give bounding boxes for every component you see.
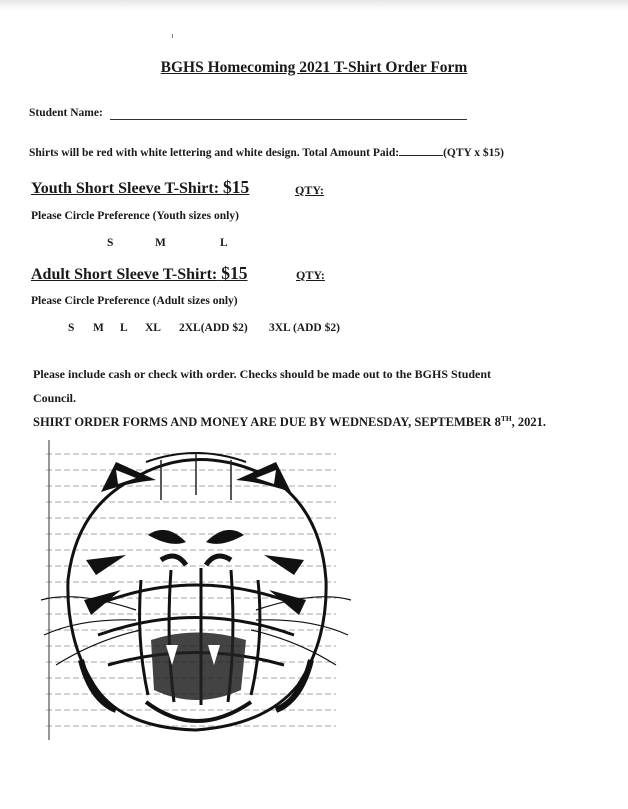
scan-speck [172,34,173,38]
form-title: BGHS Homecoming 2021 T-Shirt Order Form [160,59,468,76]
tiger-mascot-icon [36,440,354,745]
adult-size-m[interactable]: M [93,322,104,334]
youth-heading-text: Youth Short Sleeve T-Shirt: [31,180,220,197]
adult-size-l[interactable]: L [120,322,128,334]
adult-price: $15 [221,263,248,283]
qty-formula: (QTY x $15) [443,147,504,159]
shirt-description-text: Shirts will be red with white lettering and white design. Total Amount Paid: [29,147,400,159]
adult-heading [31,263,248,284]
due-date-notice [33,414,546,430]
youth-price: $15 [223,177,250,197]
adult-size-2xl[interactable]: 2XL(ADD $2) [179,322,248,334]
youth-qty-label: QTY: [295,183,324,197]
adult-size-s[interactable]: S [68,322,75,334]
shirt-description [29,145,504,159]
youth-preference: Please Circle Preference (Youth sizes only) [31,210,239,222]
due-text-end: , 2021. [511,415,547,430]
youth-heading [31,177,249,198]
due-text-superscript: TH [500,414,512,423]
youth-size-m[interactable]: M [155,237,166,249]
adult-size-xl[interactable]: XL [145,322,161,334]
payment-instructions-line2: Council. [33,391,77,405]
payment-instructions-line1: Please include cash or check with order. Checks should be made out to the BGHS Student [33,367,492,381]
amount-paid-line [399,145,443,156]
youth-size-s[interactable]: S [107,237,114,249]
student-name-line [110,119,467,120]
adult-size-3xl[interactable]: 3XL (ADD $2) [269,322,340,334]
youth-size-l[interactable]: L [220,237,228,249]
due-text-main: SHIRT ORDER FORMS AND MONEY ARE DUE BY WEDNESDAY, SEPTEMBER 8 [33,415,501,430]
adult-preference: Please Circle Preference (Adult sizes only) [31,295,238,307]
student-name-label: Student Name: [29,107,103,119]
adult-qty-label: QTY: [296,268,325,282]
adult-heading-text: Adult Short Sleeve T-Shirt: [31,266,218,283]
scan-top-shadow [0,0,628,10]
